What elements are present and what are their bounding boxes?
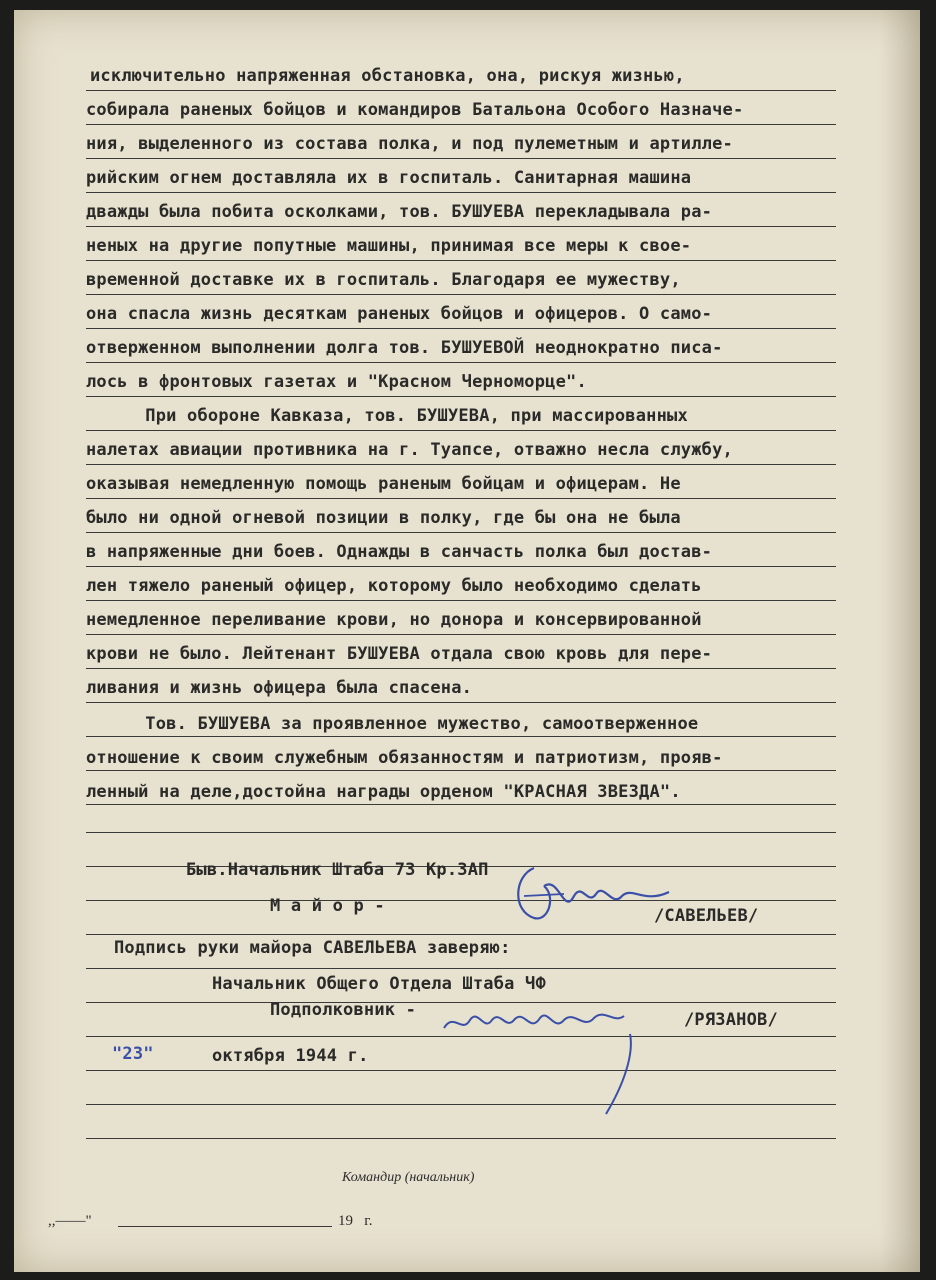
body-line: ливания и жизнь офицера была спасена. — [86, 678, 473, 698]
savelyev-signature — [504, 856, 674, 936]
ruled-line — [86, 804, 836, 805]
ruled-line — [86, 90, 836, 91]
ruled-line — [86, 124, 836, 125]
body-line: Тов. БУШУЕВА за проявленное мужество, самоотверженное — [114, 714, 699, 734]
body-line: оказывая немедленную помощь раненым бойцам и офицерам. Не — [86, 474, 681, 494]
ruled-line — [86, 934, 836, 935]
ruled-line — [86, 770, 836, 771]
ruled-line — [86, 600, 836, 601]
footer-year: 19 г. — [338, 1213, 373, 1229]
body-line: временной доставке их в госпиталь. Благодаря ее мужеству, — [86, 270, 681, 290]
body-line: ленный на деле,достойна награды орденом "КРАСНАЯ ЗВЕЗДА". — [86, 782, 681, 802]
body-line: рийским огнем доставляла их в госпиталь. Санитарная машина — [86, 168, 692, 188]
footer-date-quotes: ,,——" — [48, 1213, 92, 1229]
body-line: дважды была побита осколками, тов. БУШУЕВА перекладывала ра- — [86, 202, 713, 222]
ruled-line — [86, 668, 836, 669]
body-line: исключительно напряженная обстановка, она, рискуя жизнью, — [90, 66, 685, 86]
certify-line: Подпись руки майора САВЕЛЬЕВА заверяю: — [114, 938, 511, 958]
date-day: "23" — [112, 1044, 154, 1064]
ruled-line — [86, 968, 836, 969]
ruled-line — [86, 566, 836, 567]
body-line: При обороне Кавказа, тов. БУШУЕВА, при массированных — [114, 406, 688, 426]
general-dept-chief: Начальник Общего Отдела Штаба ЧФ — [212, 974, 546, 994]
ruled-line — [86, 294, 836, 295]
ruled-line — [86, 634, 836, 635]
body-line: налетах авиации противника на г. Туапсе, отважно несла службу, — [86, 440, 733, 460]
ruled-line — [86, 192, 836, 193]
ruled-line — [86, 430, 836, 431]
rank-major: М а й о р - — [270, 896, 385, 916]
body-line: немедленное переливание крови, но донора и консервированной — [86, 610, 702, 630]
body-line: в напряженные дни боев. Однажды в санчасть полка был достав- — [86, 542, 713, 562]
ruled-line — [86, 226, 836, 227]
body-line: лен тяжело раненый офицер, которому было необходимо сделать — [86, 576, 702, 596]
former-chief-title: Быв.Начальник Штаба 73 Кр.ЗАП — [186, 860, 489, 880]
ryazanov-name: /РЯЗАНОВ/ — [684, 1010, 778, 1030]
lt-colonel-rank: Подполковник - — [270, 1000, 417, 1020]
commander-label: Командир (начальник) — [342, 1170, 475, 1185]
body-line: лось в фронтовых газетах и "Красном Черноморце". — [86, 372, 587, 392]
page-shade — [880, 10, 920, 1272]
ruled-line — [86, 396, 836, 397]
ruled-line — [86, 1138, 836, 1139]
body-line: было ни одной огневой позиции в полку, где бы она не была — [86, 508, 681, 528]
ryazanov-signature — [434, 994, 654, 1124]
footer-date-line — [118, 1226, 332, 1227]
body-line: отверженном выполнении долга тов. БУШУЕВОЙ неоднократно писа- — [86, 338, 723, 358]
document-page — [14, 10, 920, 1272]
ruled-line — [86, 328, 836, 329]
ruled-line — [86, 900, 836, 901]
ruled-line — [86, 158, 836, 159]
body-line: крови не было. Лейтенант БУШУЕВА отдала свою кровь для пере- — [86, 644, 713, 664]
ruled-line — [86, 832, 836, 833]
body-line: ния, выделенного из состава полка, и под пулеметным и артилле- — [86, 134, 733, 154]
date-month-year: октября 1944 г. — [212, 1046, 369, 1066]
ruled-line — [86, 736, 836, 737]
savelyev-name: /САВЕЛЬЕВ/ — [654, 906, 759, 926]
ruled-line — [86, 464, 836, 465]
body-line: неных на другие попутные машины, принимая все меры к свое- — [86, 236, 692, 256]
ruled-line — [86, 362, 836, 363]
body-line: она спасла жизнь десяткам раненых бойцов и офицеров. О само- — [86, 304, 713, 324]
body-line: собирала раненых бойцов и командиров Батальона Особого Назначе- — [86, 100, 744, 120]
ruled-line — [86, 702, 836, 703]
ruled-line — [86, 532, 836, 533]
ruled-line — [86, 498, 836, 499]
body-line: отношение к своим служебным обязанностям и патриотизм, прояв- — [86, 748, 723, 768]
ruled-line — [86, 260, 836, 261]
